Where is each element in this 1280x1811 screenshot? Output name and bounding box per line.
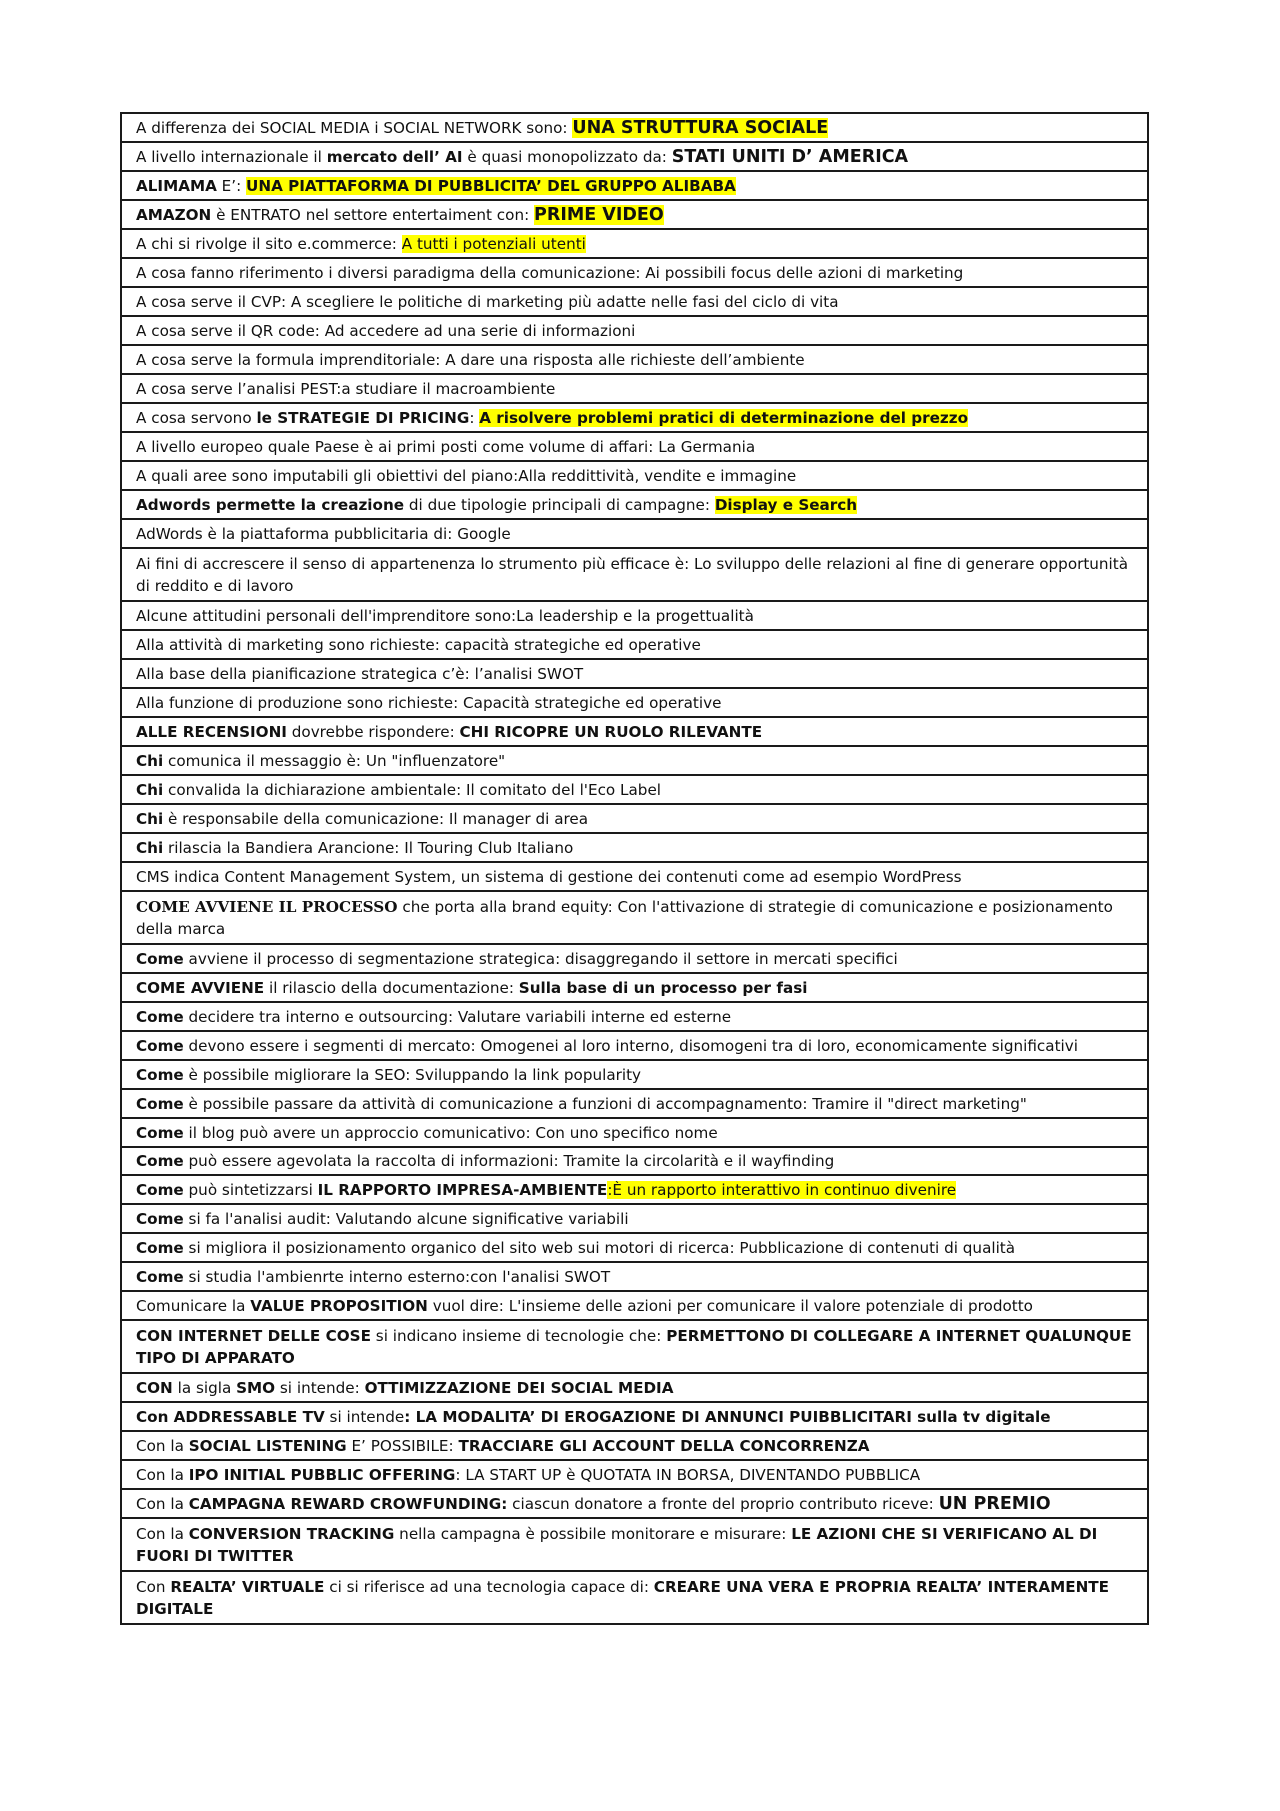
table-row xyxy=(121,432,1148,461)
table-cell: CON la sigla SMO si intende: OTTIMIZZAZIONE DEI SOCIAL MEDIA xyxy=(121,1373,1148,1402)
table-row xyxy=(121,1291,1148,1320)
table-row xyxy=(121,1373,1148,1402)
table-cell: Con la IPO INITIAL PUBBLIC OFFERING: LA START UP è QUOTATA IN BORSA, DIVENTANDO PUBBLICA xyxy=(121,1460,1148,1489)
table-row xyxy=(121,287,1148,316)
table-cell: A livello internazionale il mercato dell’ AI è quasi monopolizzato da: STATI UNITI D’ AMERICA xyxy=(121,142,1148,171)
table-cell: Alcune attitudini personali dell'imprenditore sono:La leadership e la progettualità xyxy=(121,601,1148,630)
table-row xyxy=(121,1118,1148,1147)
highlighted-answer: A risolvere problemi pratici di determinazione del prezzo xyxy=(479,408,969,427)
table-cell: Con REALTA’ VIRTUALE ci si riferisce ad una tecnologia capace di: CREARE UNA VERA E PROPRIA REALTA’ INTERAMENTE DIGITALE xyxy=(121,1571,1148,1624)
table-row xyxy=(121,973,1148,1002)
table-row xyxy=(121,717,1148,746)
highlighted-answer: A tutti i potenziali utenti xyxy=(401,234,586,253)
highlighted-answer: UNA PIATTAFORMA DI PUBBLICITA’ DEL GRUPPO ALIBABA xyxy=(246,176,736,195)
table-cell: AMAZON è ENTRATO nel settore entertaiment con: PRIME VIDEO xyxy=(121,200,1148,229)
table-cell: Come si studia l'ambienrte interno esterno:con l'analisi SWOT xyxy=(121,1262,1148,1291)
table-cell: Chi convalida la dichiarazione ambientale: Il comitato del l'Eco Label xyxy=(121,775,1148,804)
table-cell: Come è possibile passare da attività di comunicazione a funzioni di accompagnamento: Tramire il "direct marketing" xyxy=(121,1089,1148,1118)
table-cell: Come si migliora il posizionamento organico del sito web sui motori di ricerca: Pubblicazione di contenuti di qualità xyxy=(121,1233,1148,1262)
table-row xyxy=(121,461,1148,490)
table-row xyxy=(121,345,1148,374)
table-cell: Con ADDRESSABLE TV si intende: LA MODALITA’ DI EROGAZIONE DI ANNUNCI PUIBBLICITARI sulla tv digitale xyxy=(121,1402,1148,1431)
table-row xyxy=(121,1431,1148,1460)
table-row xyxy=(121,833,1148,862)
table-cell: A cosa serve la formula imprenditoriale: A dare una risposta alle richieste dell’ambiente xyxy=(121,345,1148,374)
table-cell: Come può essere agevolata la raccolta di informazioni: Tramite la circolarità e il wayfinding xyxy=(121,1147,1148,1175)
table-row xyxy=(121,775,1148,804)
table-row xyxy=(121,630,1148,659)
table-row xyxy=(121,1204,1148,1233)
table-cell: AdWords è la piattaforma pubblicitaria di: Google xyxy=(121,519,1148,548)
table-row xyxy=(121,1571,1148,1624)
table-row xyxy=(121,229,1148,258)
table-cell: Comunicare la VALUE PROPOSITION vuol dire: L'insieme delle azioni per comunicare il valore potenziale di prodotto xyxy=(121,1291,1148,1320)
table-row xyxy=(121,316,1148,345)
table-row xyxy=(121,944,1148,973)
table-row xyxy=(121,688,1148,717)
table-row xyxy=(121,1002,1148,1031)
table-row xyxy=(121,862,1148,891)
table-cell: COME AVVIENE il rilascio della documentazione: Sulla base di un processo per fasi xyxy=(121,973,1148,1002)
highlighted-answer: PRIME VIDEO xyxy=(534,204,664,225)
table-cell: Come decidere tra interno e outsourcing: Valutare variabili interne ed esterne xyxy=(121,1002,1148,1031)
table-cell: Chi comunica il messaggio è: Un "influenzatore" xyxy=(121,746,1148,775)
highlighted-answer: Display e Search xyxy=(714,495,858,514)
table-row xyxy=(121,374,1148,403)
highlighted-answer: :È un rapporto interattivo in continuo divenire xyxy=(607,1180,957,1199)
table-cell: Alla base della pianificazione strategica c’è: l’analisi SWOT xyxy=(121,659,1148,688)
table-row xyxy=(121,258,1148,287)
table-row xyxy=(121,1147,1148,1175)
table-cell: A chi si rivolge il sito e.commerce: A tutti i potenziali utenti xyxy=(121,229,1148,258)
table-cell: A quali aree sono imputabili gli obiettivi del piano:Alla reddittività, vendite e immagine xyxy=(121,461,1148,490)
table-cell: Come il blog può avere un approccio comunicativo: Con uno specifico nome xyxy=(121,1118,1148,1147)
table-row xyxy=(121,804,1148,833)
table-row xyxy=(121,601,1148,630)
table-row xyxy=(121,1402,1148,1431)
table-row xyxy=(121,1489,1148,1518)
table-cell: Come può sintetizzarsi IL RAPPORTO IMPRESA-AMBIENTE:È un rapporto interattivo in continuo divenire xyxy=(121,1175,1148,1204)
table-cell: Con la CONVERSION TRACKING nella campagna è possibile monitorare e misurare: LE AZIONI CHE SI VERIFICANO AL DI FUORI DI TWITTER xyxy=(121,1518,1148,1571)
table-row xyxy=(121,403,1148,432)
table-cell: Alla funzione di produzione sono richieste: Capacità strategiche ed operative xyxy=(121,688,1148,717)
table-cell: Come è possibile migliorare la SEO: Sviluppando la link popularity xyxy=(121,1060,1148,1089)
table-cell: A livello europeo quale Paese è ai primi posti come volume di affari: La Germania xyxy=(121,432,1148,461)
table-cell: A cosa serve l’analisi PEST:a studiare il macroambiente xyxy=(121,374,1148,403)
table-cell: A cosa fanno riferimento i diversi paradigma della comunicazione: Ai possibili focus delle azioni di marketing xyxy=(121,258,1148,287)
table-row xyxy=(121,113,1148,142)
table-cell: Come devono essere i segmenti di mercato: Omogenei al loro interno, disomogeni tra di loro, economicamente significativi xyxy=(121,1031,1148,1060)
table-cell: A cosa serve il CVP: A scegliere le politiche di marketing più adatte nelle fasi del ciclo di vita xyxy=(121,287,1148,316)
highlighted-answer: UNA STRUTTURA SOCIALE xyxy=(572,117,829,138)
table-row xyxy=(121,519,1148,548)
table-cell: ALIMAMA E’: UNA PIATTAFORMA DI PUBBLICITA’ DEL GRUPPO ALIBABA xyxy=(121,171,1148,200)
table-row xyxy=(121,490,1148,519)
table-cell: Come avviene il processo di segmentazione strategica: disaggregando il settore in mercati specifici xyxy=(121,944,1148,973)
table-cell: Adwords permette la creazione di due tipologie principali di campagne: Display e Search xyxy=(121,490,1148,519)
table-row xyxy=(121,1060,1148,1089)
table-cell: COME AVVIENE IL PROCESSO che porta alla brand equity: Con l'attivazione di strategie di comunicazione e posizionamento della marca xyxy=(121,891,1148,944)
table-cell: A cosa servono le STRATEGIE DI PRICING: A risolvere problemi pratici di determinazione del prezzo xyxy=(121,403,1148,432)
table-cell: CMS indica Content Management System, un sistema di gestione dei contenuti come ad esempio WordPress xyxy=(121,862,1148,891)
table-row xyxy=(121,1460,1148,1489)
table-cell: Chi rilascia la Bandiera Arancione: Il Touring Club Italiano xyxy=(121,833,1148,862)
table-row xyxy=(121,891,1148,944)
table-cell: Alla attività di marketing sono richieste: capacità strategiche ed operative xyxy=(121,630,1148,659)
table-row xyxy=(121,200,1148,229)
table-cell: A differenza dei SOCIAL MEDIA i SOCIAL NETWORK sono: UNA STRUTTURA SOCIALE xyxy=(121,113,1148,142)
table-cell: Con la CAMPAGNA REWARD CROWFUNDING: ciascun donatore a fronte del proprio contributo riceve: UN PREMIO xyxy=(121,1489,1148,1518)
table-cell: Ai fini di accrescere il senso di appartenenza lo strumento più efficace è: Lo sviluppo delle relazioni al fine di generare opportunità di reddito e di lavoro xyxy=(121,548,1148,601)
table-row xyxy=(121,1233,1148,1262)
table-row xyxy=(121,659,1148,688)
table-cell: A cosa serve il QR code: Ad accedere ad una serie di informazioni xyxy=(121,316,1148,345)
table-row xyxy=(121,1175,1148,1204)
table-row xyxy=(121,142,1148,171)
table-row xyxy=(121,1262,1148,1291)
table-row xyxy=(121,548,1148,601)
table-row xyxy=(121,171,1148,200)
table-cell: ALLE RECENSIONI dovrebbe rispondere: CHI RICOPRE UN RUOLO RILEVANTE xyxy=(121,717,1148,746)
table-cell: Come si fa l'analisi audit: Valutando alcune significative variabili xyxy=(121,1204,1148,1233)
table-row xyxy=(121,1089,1148,1118)
table-cell: Chi è responsabile della comunicazione: Il manager di area xyxy=(121,804,1148,833)
qa-table xyxy=(120,112,1149,1625)
table-cell: CON INTERNET DELLE COSE si indicano insieme di tecnologie che: PERMETTONO DI COLLEGARE A INTERNET QUALUNQUE TIPO DI APPARATO xyxy=(121,1320,1148,1373)
table-row xyxy=(121,746,1148,775)
table-row xyxy=(121,1031,1148,1060)
table-row xyxy=(121,1320,1148,1373)
table-row xyxy=(121,1518,1148,1571)
table-cell: Con la SOCIAL LISTENING E’ POSSIBILE: TRACCIARE GLI ACCOUNT DELLA CONCORRENZA xyxy=(121,1431,1148,1460)
